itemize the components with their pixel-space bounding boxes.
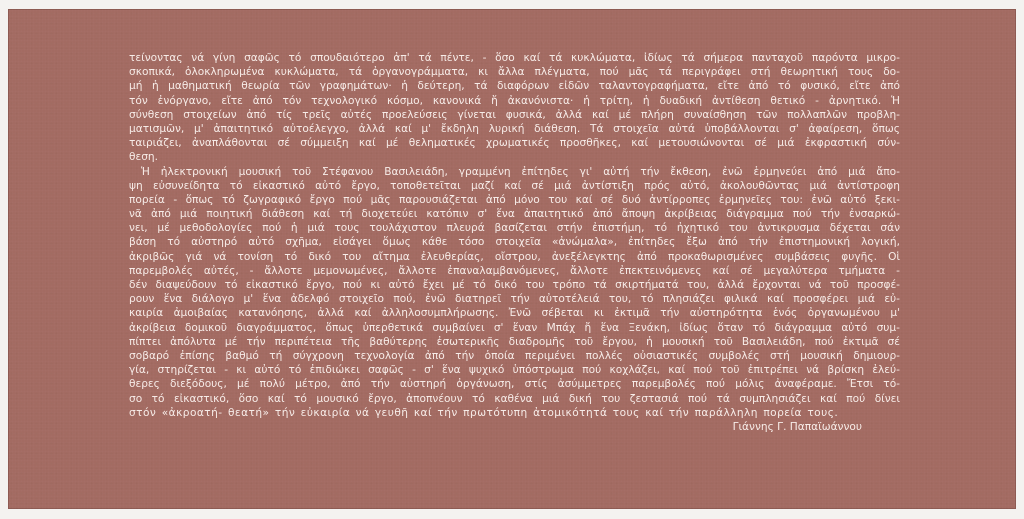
paragraph-start-line: Ἡ ἠλεκτρονική μουσική τοῦ Στέφανου Βασιλειάδη, γραμμένη ἐπίτηδες γι' αὐτή τήν ἔκθεση, ἐνῶ ἑρμηνεύει ἀπό μιά ἄπο- <box>141 165 900 178</box>
text-line: σύνθεση στοιχείων ἀπό τίς τρεῖς αὐτές προελεύσεις γίνεται φυσικά, ἀλλά καί μέ πλήρη συναίσθηση τῶν πολλαπλῶν προβλη- <box>129 108 900 121</box>
text-line: θερες διεξόδους, μέ πολύ μέτρο, ἀπό τήν αὐστηρή ὀργάνωση, στίς ἀσύμμετρες παρεμβολές πού μόλις ἀναφέραμε. Ἔτσι τό- <box>129 378 900 391</box>
text-line: τόν ἐνόργανο, εἴτε ἀπό τόν τεχνολογικό κόσμο, κανονικά ἤ ἀκανόνιστα· ἡ τρίτη, ἡ δυαδική ἀντίθεση θετικό - ἀρνητικό. Ἡ <box>129 94 900 107</box>
text-line: καιρία ἀμοιβαίας κατανόησης, ἀλλά καί ἀλληλοσυμπλήρωσης. Ἐνῶ σέβεται κι ἐκτιμᾶ τήν αὐστηρότητα ἑνός ὀργανωμένου μ' <box>129 307 900 320</box>
body-text <box>129 51 900 434</box>
text-line: βάση τό αὐστηρό αὐτό σχῆμα, εἰσάγει ὅμως κάθε τόσο στοιχεῖα «ἀνώμαλα», ἐπίτηδες ἔξω ἀπό τήν ἐπιστημονική λογική, <box>129 236 900 249</box>
text-line: πίπτει ἀπόλυτα μέ τήν περιπέτεια τῆς βαθύτερης ἐσωτερικῆς διαδρομῆς τοῦ ἔργου, ἡ μουσική τοῦ Βασιλειάδη, πού ἐκτιμᾶ σέ <box>129 335 900 348</box>
text-line: ματισμῶν, μ' ἀπαιτητικό αὐτοέλεγχο, ἀλλά καί μ' ἔκδηλη λυρική διάθεση. Τά στοιχεῖα αὐτά ὑποβάλλονται σ' ἀφαίρεση, ὅπως <box>129 122 900 135</box>
text-line: σο τό εἰκαστικό, ὅσο καί τό μουσικό ἔργο, ἀποπνέουν τό καθένα μιά δική του ζεστασιά πού τά συμπλησιάζει καί πού δίνει <box>129 392 900 405</box>
text-line: νᾶ ἀπό μιά ποιητική διάθεση καί τή διοχετεύει κατόπιν σ' ἕνα ἀπαιτητικό ἀπό ἄποψη ἀκρίβειας διάγραμμα πού τήν ἐνσαρκώ- <box>129 208 900 221</box>
text-line: σκοπικά, ὁλοκληρωμένα κυκλώματα, τά ὀργανογράμματα, κι ἄλλα πλέγματα, πού μᾶς τά περιγράφει στή θεωρητική τους δο- <box>129 66 900 79</box>
text-line: δέν διαψεύδουν τό εἰκαστικό ἔργο, πού κι αὐτό ἔχει μέ τό δικό του τρόπο τά σκιρτήματά του, ἀλλά ἔρχονται νά τοῦ προσφέ- <box>129 279 900 291</box>
final-line <box>129 406 900 420</box>
text-line: γία, στηρίζεται - κι αὐτό τό ἐπιδιώκει σαφῶς - σ' ἕνα ψυχικό ὑπόστρωμα πού κοχλάζει, καί πού τοῦ ἐπιτρέπει νά βρίσκη ἐλεύ- <box>129 364 900 377</box>
text-line: πορεία - ὅπως τό ζωγραφικό ἔργο πού μᾶς παρουσιάζεται ἀπό μόνο του καί σέ δυό ἀντίρροπες ἑρμηνεῖες του: ἐνῶ αὐτό ξεκι- <box>129 193 900 206</box>
text-line: ἀκρίβεια δομικοῦ διαγράμματος, ὅπως ὑπερθετικά συμβαίνει σ' ἕναν Μπάχ ἤ ἕνα Ξενάκη, ἰδίως ὅταν τό διάγραμμα αὐτό συμ- <box>129 321 900 334</box>
text-line: ταιριάζει, ἀναπλάθονται σέ σύμμειξη καί μέ θεληματικές χρωματικές προσθῆκες, καί μετουσιώνονται σέ μιά ἐκφραστική σύν- <box>129 137 900 150</box>
text-line: τείνοντας νά γίνη σαφῶς τό σπουδαιότερο ἀπ' τά πέντε, - ὅσο καί τά κυκλώματα, ἰδίως τά σήμερα πανταχοῦ παρόντα μικρο- <box>129 52 900 64</box>
signature-line <box>129 420 900 434</box>
text-line: ρουν ἕνα διάλογο μ' ἕνα ἀδελφό στοιχεῖο πού, ἐνῶ διατηρεῖ τήν αὐτοτέλειά του, τό πλησιάζει φιλικά καί προσφέρει μιά εὐ- <box>129 293 900 306</box>
text-line: θεση. <box>129 151 159 164</box>
text-line: μή ἡ μαθηματική θεωρία τῶν γραφημάτων· ἡ δεύτερη, τά διαφόρων εἰδῶν ταλαντογραφήματα, εἴτε ἀπό τό φυσικό, εἴτε ἀπό <box>129 80 900 93</box>
author-signature: Γιάννης Γ. Παπαϊωάννου <box>732 420 862 433</box>
text-line: σοβαρό ἐπίσης βαθμό τή σύγχρονη τεχνολογία ἀπό τήν ὁποία περιμένει πολλές οὐσιαστικές συμβολές στή μουσική δημιουρ- <box>129 349 900 362</box>
text-line: παρεμβολές αὐτές, - ἄλλοτε μεμονωμένες, ἄλλοτε ἐπαναλαμβανόμενες, ἄλλοτε ἐπεκτεινόμενες καί σέ μεγαλύτερα τμήματα - <box>129 264 900 277</box>
final-line-text: στόν «ἀκροατή- θεατή» τήν εὐκαιρία νά γευθῆ καί τήν πρωτότυπη ἀτομικότητά τους καί τήν παράλληλη πορεία τους. <box>129 406 839 419</box>
text-line: ψη εὐσυνείδητα τό εἰκαστικό αὐτό ἔργο, τοποθετεῖται μαζί καί σέ μιά ἀντίστιξη πρός αὐτό, ἀκολουθῶντας μιά ἀντίστροφη <box>129 179 900 192</box>
text-line: νει, μέ μεθοδολογίες πού ἡ μιά τους τουλάχιστον πλευρά βασίζεται στήν ἐπιστήμη, τό ἠχητικό του ἀντικρυσμα δέχεται σάν <box>129 222 900 235</box>
text-line: ἀκριβῶς γιά νά τονίση τό δικό του αἴτημα ἐλευθερίας, οἴστρου, ἀνεξέλεγκτης ἀπό προκαθωρισμένες συμβάσεις φυγῆς. Οἱ <box>129 250 900 263</box>
